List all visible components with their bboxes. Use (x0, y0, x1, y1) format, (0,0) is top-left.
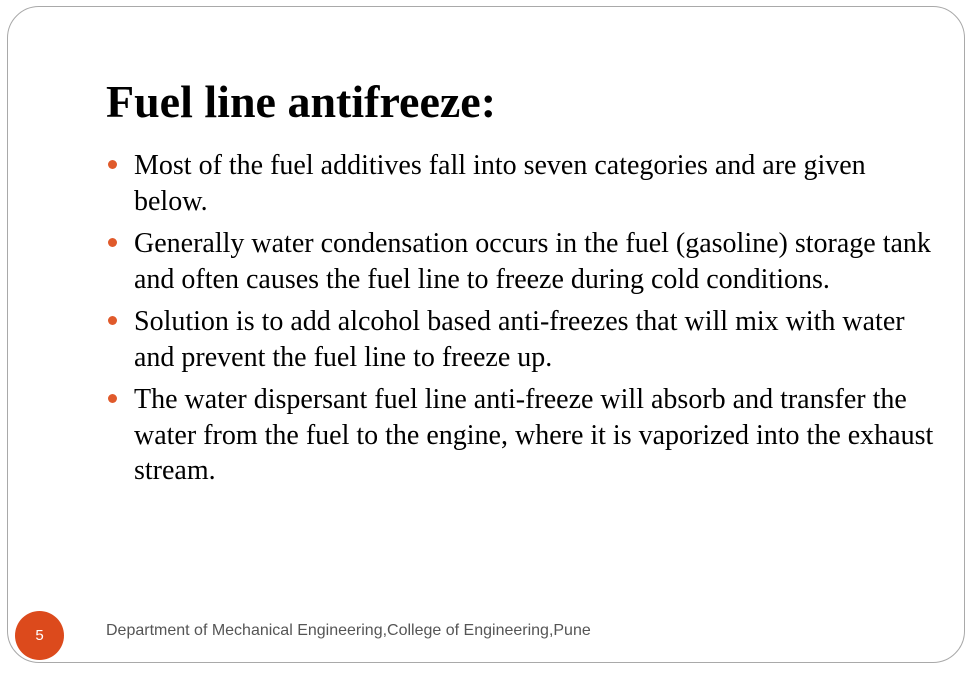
bullet-dot-icon (108, 160, 117, 169)
bullet-item (106, 382, 936, 489)
bullet-item (106, 226, 936, 297)
bullet-item (106, 304, 936, 375)
bullet-text: Most of the fuel additives fall into seven categories and are given below. (134, 150, 866, 217)
bullet-dot-icon (108, 238, 117, 247)
bullet-item (106, 148, 936, 219)
bullet-text: Generally water condensation occurs in the fuel (gasoline) storage tank and often causes the fuel line to freeze during cold conditions. (134, 228, 931, 295)
bullet-text: Solution is to add alcohol based anti-freezes that will mix with water and prevent the fuel line to freeze up. (134, 306, 905, 373)
footer-text: Department of Mechanical Engineering,College of Engineering,Pune (106, 622, 591, 639)
bullet-text: The water dispersant fuel line anti-freeze will absorb and transfer the water from the fuel to the engine, where it is vaporized into the exhaust stream. (134, 384, 934, 486)
bullet-list (106, 148, 936, 496)
page-number-badge: 5 (15, 611, 64, 660)
bullet-dot-icon (108, 316, 117, 325)
slide-title: Fuel line antifreeze: (106, 76, 497, 127)
bullet-dot-icon (108, 394, 117, 403)
